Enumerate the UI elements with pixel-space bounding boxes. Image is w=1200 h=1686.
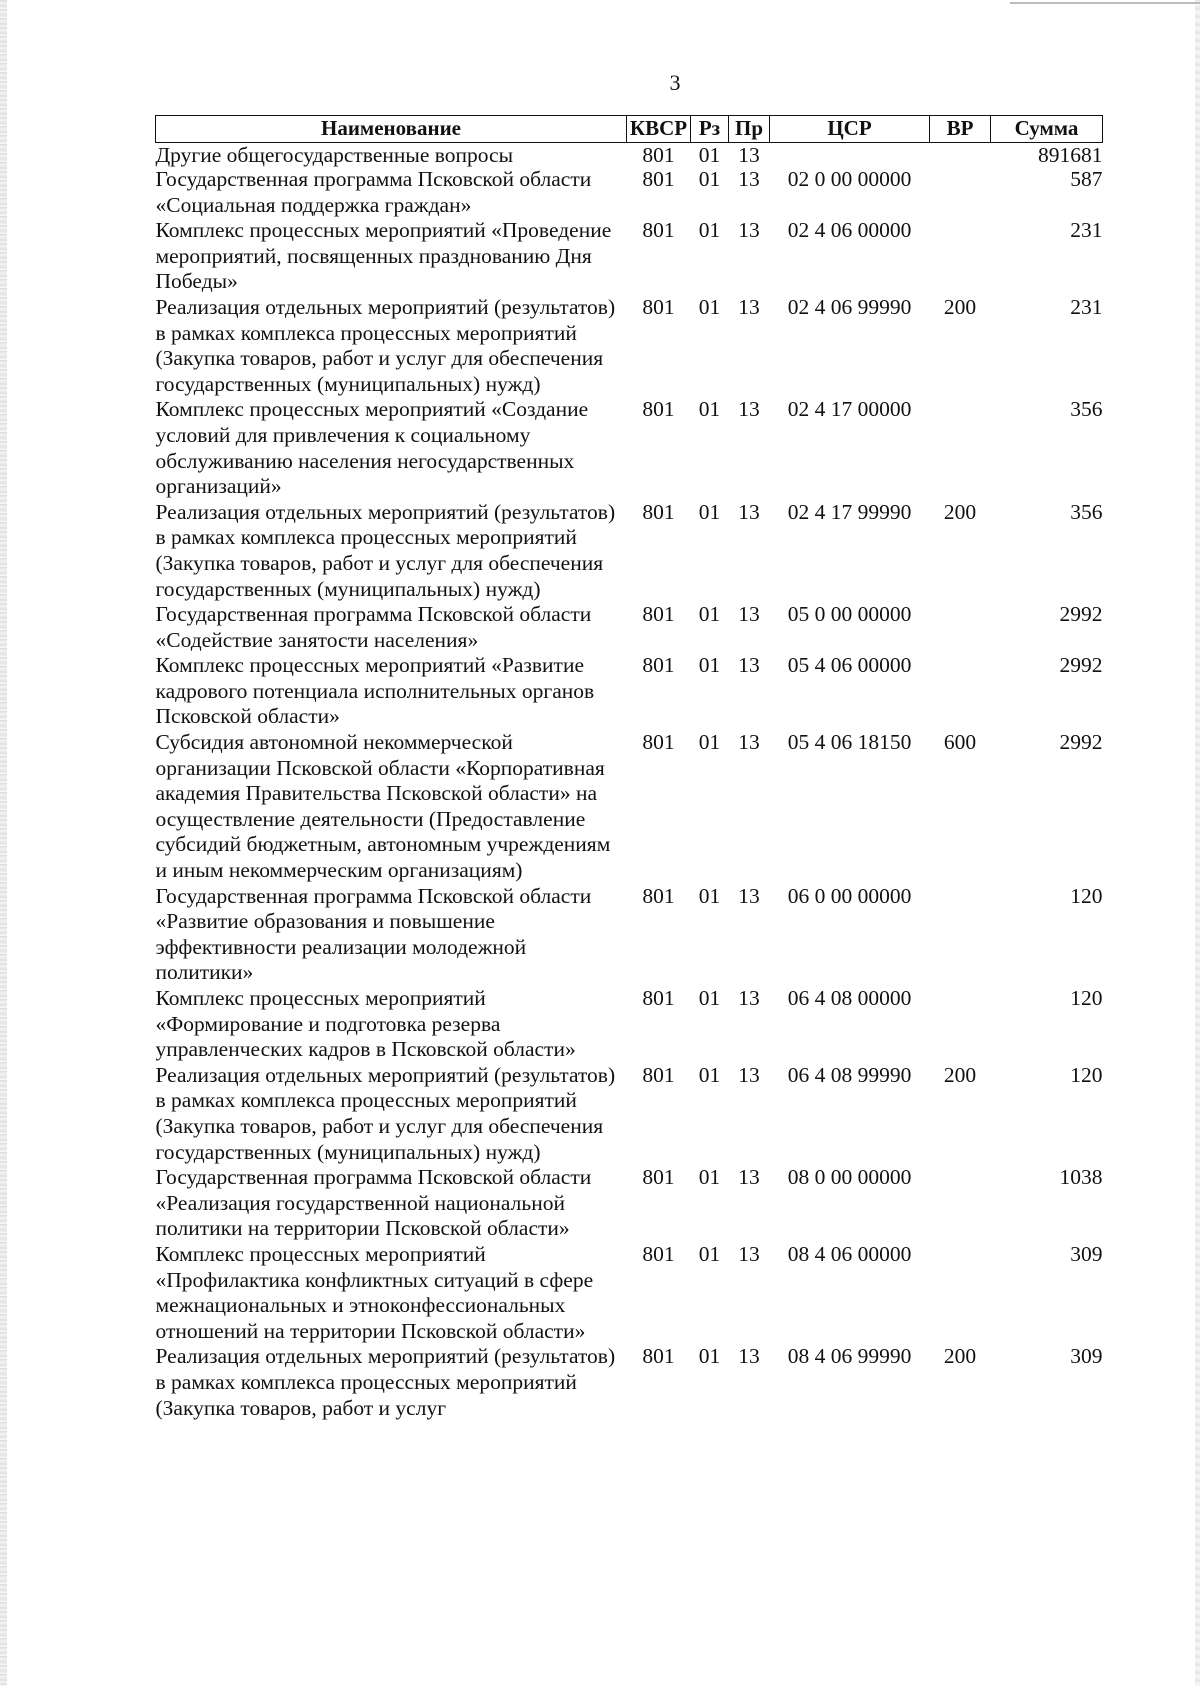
cell-csr: 08 0 00 00000 (787, 1165, 912, 1190)
col-header-rz: Рз (691, 116, 729, 143)
cell-pr: 13 (738, 294, 760, 319)
cell-vr (930, 218, 991, 295)
cell-rz: 01 (698, 986, 721, 1010)
cell-kvsr: 801 (642, 730, 675, 755)
cell-kvsr: 801 (642, 1165, 675, 1190)
cell-kvsr: 801 (642, 499, 675, 524)
cell-sum: 309 (1070, 1344, 1103, 1369)
cell-rz: 01 (698, 1165, 721, 1190)
col-header-kvsr: КВСР (627, 116, 691, 143)
cell-sum: 587 (1070, 167, 1103, 191)
cell-vr (930, 653, 991, 730)
table-row (156, 143, 1103, 168)
cell-name: Реализация отдельных мероприятий (результатов) в рамках комплекса процессных мероприятий (Закупка товаров, работ и услуг для обеспечения государственных (муниципальных) нужд) (155, 294, 616, 396)
cell-kvsr: 801 (642, 294, 675, 319)
scan-edge-right (1195, 0, 1200, 1686)
cell-name: Комплекс процессных мероприятий «Создание условий для привлечения к социальному обслуживанию населения негосударственных организаций» (155, 397, 589, 499)
cell-sum: 120 (1070, 986, 1103, 1010)
cell-vr: 200 (943, 1344, 977, 1369)
table-header (156, 116, 1103, 143)
cell-csr: 08 4 06 00000 (787, 1241, 912, 1266)
cell-vr (930, 143, 991, 168)
cell-csr (770, 143, 930, 168)
cell-sum: 231 (1070, 218, 1103, 243)
cell-kvsr: 801 (642, 602, 675, 627)
col-header-vr: ВР (930, 116, 991, 143)
cell-pr: 13 (738, 1165, 760, 1190)
cell-csr: 02 4 06 99990 (787, 294, 912, 319)
cell-pr: 13 (738, 653, 760, 678)
cell-rz: 01 (698, 883, 721, 908)
cell-rz: 01 (698, 602, 721, 627)
cell-pr: 13 (738, 1062, 760, 1087)
cell-csr: 02 4 06 00000 (787, 218, 912, 243)
cell-csr: 05 4 06 18150 (787, 730, 912, 755)
cell-name: Государственная программа Псковской области «Реализация государственной национальной политики на территории Псковской области» (155, 1165, 592, 1241)
cell-sum: 891681 (1038, 143, 1103, 167)
cell-sum: 231 (1070, 294, 1103, 319)
cell-rz: 01 (698, 1062, 721, 1087)
cell-rz: 01 (698, 1344, 721, 1369)
cell-vr: 200 (943, 499, 977, 524)
cell-name: Комплекс процессных мероприятий «Развитие кадрового потенциала исполнительных органов Псковской области» (155, 653, 595, 729)
cell-csr: 02 4 17 00000 (787, 397, 912, 422)
cell-csr: 08 4 06 99990 (787, 1344, 912, 1369)
cell-vr (930, 602, 991, 653)
cell-name: Комплекс процессных мероприятий «Формирование и подготовка резерва управленческих кадров в Псковской области» (155, 986, 576, 1062)
cell-pr: 13 (738, 986, 760, 1010)
table-row (156, 602, 1103, 653)
cell-name: Субсидия автономной некоммерческой организации Псковской области «Корпоративная академия Правительства Псковской области» на осуществление деятельности (Предоставление субсидий бюджетным, автономным учреждениям и иным некоммерческим организациям) (155, 730, 611, 883)
cell-vr (930, 1242, 991, 1344)
cell-sum: 1038 (1059, 1165, 1103, 1190)
cell-kvsr: 801 (642, 143, 675, 167)
cell-pr: 13 (738, 730, 760, 755)
table-row (156, 167, 1103, 218)
cell-kvsr: 801 (642, 1344, 675, 1369)
cell-rz: 01 (698, 653, 721, 678)
cell-pr: 13 (738, 1241, 760, 1266)
cell-kvsr: 801 (642, 218, 675, 243)
table-row (156, 884, 1103, 986)
cell-kvsr: 801 (642, 167, 675, 191)
cell-vr (930, 167, 991, 218)
cell-rz: 01 (698, 397, 721, 422)
cell-pr: 13 (738, 499, 760, 524)
col-header-pr: Пр (729, 116, 770, 143)
cell-rz: 01 (698, 730, 721, 755)
col-header-name: Наименование (156, 116, 627, 143)
cell-csr: 06 4 08 99990 (787, 1062, 912, 1087)
cell-name: Государственная программа Псковской области «Социальная поддержка граждан» (155, 167, 592, 217)
cell-sum: 356 (1070, 499, 1103, 524)
cell-csr: 06 0 00 00000 (787, 883, 912, 908)
cell-sum: 120 (1070, 1062, 1103, 1087)
table-row (156, 653, 1103, 730)
cell-sum: 120 (1070, 883, 1103, 908)
cell-name: Реализация отдельных мероприятий (результатов) в рамках комплекса процессных мероприятий (Закупка товаров, работ и услуг (155, 1344, 616, 1420)
scan-edge-left (0, 0, 7, 1686)
table-row (156, 397, 1103, 499)
cell-vr (930, 1165, 991, 1242)
cell-kvsr: 801 (642, 1241, 675, 1266)
cell-csr: 02 4 17 99990 (787, 499, 912, 524)
budget-table (155, 115, 1103, 1421)
col-header-sum: Сумма (991, 116, 1103, 143)
cell-rz: 01 (698, 167, 721, 191)
col-header-csr: ЦСР (770, 116, 930, 143)
cell-name: Государственная программа Псковской области «Содействие занятости населения» (155, 602, 592, 652)
cell-pr: 13 (738, 1344, 760, 1369)
cell-name: Другие общегосударственные вопросы (155, 143, 514, 167)
cell-kvsr: 801 (642, 653, 675, 678)
scan-top-line (1010, 2, 1200, 4)
table-row (156, 1063, 1103, 1165)
table-row (156, 1344, 1103, 1421)
cell-pr: 13 (738, 218, 760, 243)
cell-sum: 356 (1070, 397, 1103, 422)
cell-kvsr: 801 (642, 397, 675, 422)
cell-vr (930, 397, 991, 499)
cell-sum: 309 (1070, 1241, 1103, 1266)
cell-rz: 01 (698, 1241, 721, 1266)
cell-name: Реализация отдельных мероприятий (результатов) в рамках комплекса процессных мероприятий (Закупка товаров, работ и услуг для обеспечения государственных (муниципальных) нужд) (155, 499, 616, 601)
cell-vr: 200 (943, 1062, 977, 1087)
cell-rz: 01 (698, 143, 721, 167)
cell-sum: 2992 (1059, 653, 1103, 678)
cell-kvsr: 801 (642, 1062, 675, 1087)
cell-name: Государственная программа Псковской области «Развитие образования и повышение эффективности реализации молодежной политики» (155, 883, 592, 985)
cell-rz: 01 (698, 218, 721, 243)
cell-kvsr: 801 (642, 986, 675, 1010)
cell-pr: 13 (738, 397, 760, 422)
table-row (156, 218, 1103, 295)
cell-rz: 01 (698, 499, 721, 524)
cell-kvsr: 801 (642, 883, 675, 908)
cell-pr: 13 (738, 167, 760, 191)
cell-sum: 2992 (1059, 602, 1103, 627)
table-row (156, 500, 1103, 602)
table-row (156, 1165, 1103, 1242)
table-row (156, 986, 1103, 1063)
cell-pr: 13 (738, 602, 760, 627)
table-row (156, 1242, 1103, 1344)
cell-csr: 02 0 00 00000 (787, 167, 912, 191)
cell-pr: 13 (738, 883, 760, 908)
cell-vr (930, 986, 991, 1063)
cell-vr (930, 884, 991, 986)
table-row (156, 295, 1103, 397)
page-number: 3 (669, 70, 681, 95)
cell-vr: 200 (943, 294, 977, 319)
cell-csr: 06 4 08 00000 (787, 986, 912, 1010)
cell-vr: 600 (943, 730, 977, 755)
cell-pr: 13 (738, 143, 760, 167)
cell-rz: 01 (698, 294, 721, 319)
cell-name: Комплекс процессных мероприятий «Профилактика конфликтных ситуаций в сфере межнациональных и этноконфессиональных отношений на территории Псковской области» (155, 1241, 594, 1343)
cell-name: Комплекс процессных мероприятий «Проведение мероприятий, посвященных празднованию Дня Победы» (155, 218, 612, 294)
table-body (156, 143, 1103, 1422)
cell-csr: 05 4 06 00000 (787, 653, 912, 678)
cell-name: Реализация отдельных мероприятий (результатов) в рамках комплекса процессных мероприятий (Закупка товаров, работ и услуг для обеспечения государственных (муниципальных) нужд) (155, 1062, 616, 1164)
cell-csr: 05 0 00 00000 (787, 602, 912, 627)
cell-sum: 2992 (1059, 730, 1103, 755)
table-row (156, 730, 1103, 884)
